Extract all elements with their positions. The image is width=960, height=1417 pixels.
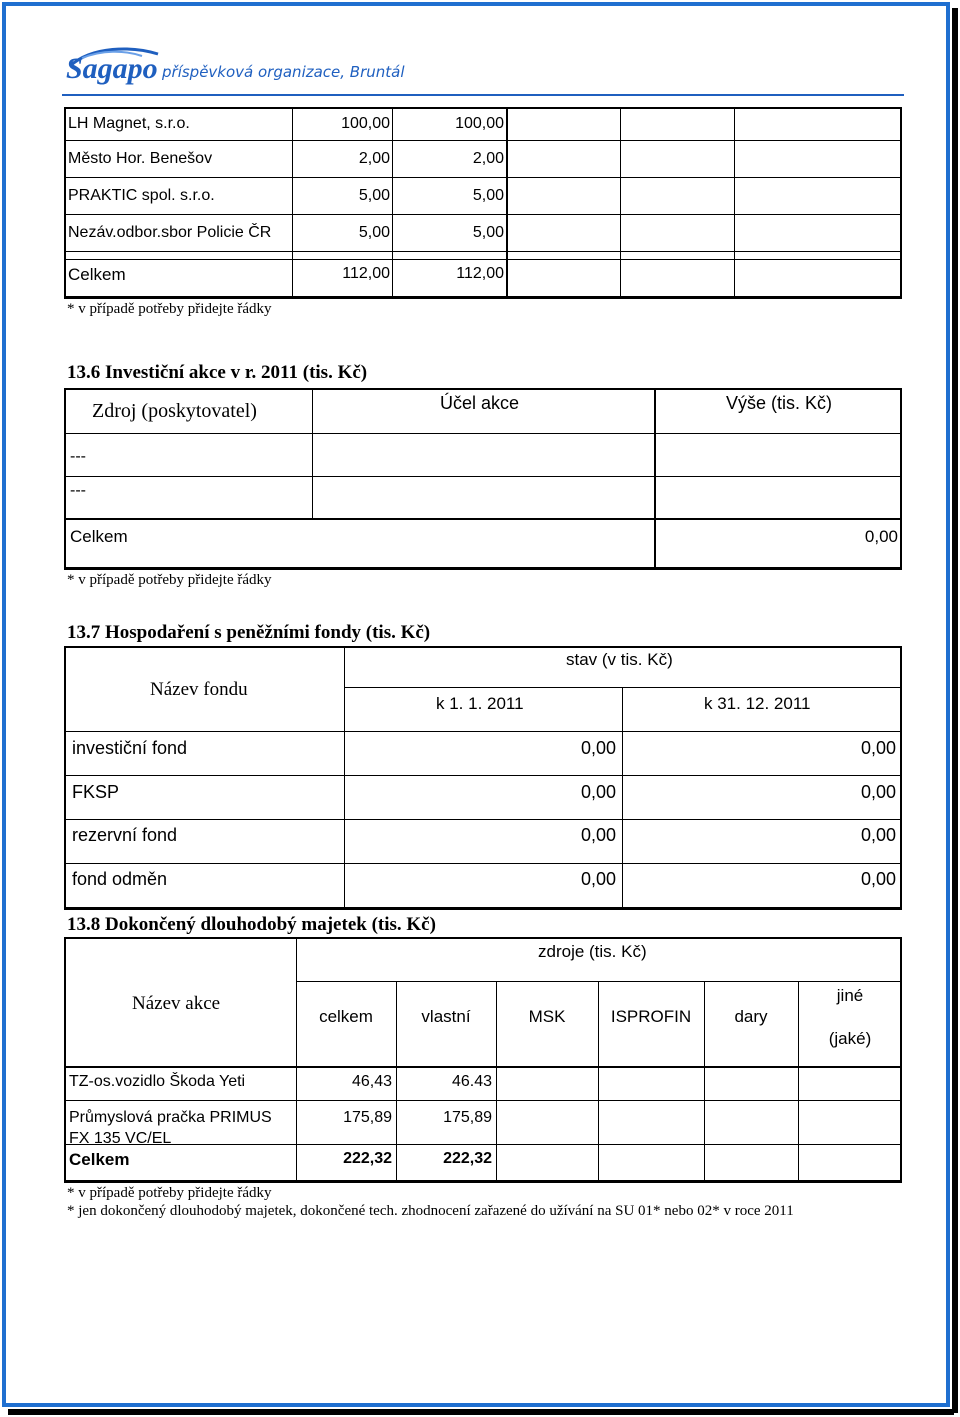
page-shadow-bottom <box>8 1409 954 1415</box>
table-row-source: --- <box>70 448 86 465</box>
table-row-value: 2,00 <box>358 150 390 167</box>
table-row-value: 0,00 <box>860 825 896 845</box>
table-row-total: 175,89 <box>343 1109 392 1126</box>
table-row-value: 0,00 <box>580 738 616 758</box>
table-row-name: investiční fond <box>72 738 188 758</box>
table-row-value: 0,00 <box>860 782 896 802</box>
total-value: 112,00 <box>342 265 390 282</box>
total-value: 222,32 <box>343 1150 392 1167</box>
table-row-name: PRAKTIC spol. s.r.o. <box>68 187 215 204</box>
column-header-action-name: Název akce <box>132 993 221 1014</box>
table-row-value: 100,00 <box>455 115 504 132</box>
table-row-name: rezervní fond <box>72 825 178 845</box>
table-row-value: 5,00 <box>358 224 390 241</box>
table-row-value: 0,00 <box>860 738 896 758</box>
column-header-msk: MSK <box>528 1007 566 1026</box>
column-header-total: celkem <box>319 1007 373 1026</box>
column-header-source: Zdroj (poskytovatel) <box>92 400 257 422</box>
table-row-value: 100,00 <box>341 115 390 132</box>
header-rule <box>62 94 904 96</box>
total-label: Celkem <box>68 265 126 284</box>
table-row-value: 0,00 <box>580 869 616 889</box>
page-shadow-right <box>952 8 958 1413</box>
table-row-name: Průmyslová pračka PRIMUS <box>69 1109 272 1126</box>
table-row-name-clipped <box>69 1130 295 1143</box>
table-row-own: 175,89 <box>443 1109 492 1126</box>
section-title: 13.7 Hospodaření s peněžními fondy (tis. Kč) <box>67 622 431 643</box>
table-row-value: 5,00 <box>358 187 390 204</box>
column-header-start: k 1. 1. 2011 <box>436 694 524 713</box>
column-header-sources: zdroje (tis. Kč) <box>538 942 647 961</box>
total-value: 222,32 <box>443 1150 492 1167</box>
table-row-value: 5,00 <box>472 224 504 241</box>
column-header-other: jiné <box>836 986 864 1005</box>
total-value: 112,00 <box>456 265 504 282</box>
organization-name: příspěvková organizace, Bruntál <box>162 63 405 81</box>
table-row-value: 2,00 <box>472 150 504 167</box>
table-row-value: 0,00 <box>580 782 616 802</box>
total-value: 0,00 <box>864 527 898 546</box>
table-row-name: Nezáv.odbor.sbor Policie ČR <box>68 224 272 241</box>
table-row-name-continued: FX 135 VC/EL <box>69 1130 172 1143</box>
section-title: 13.6 Investiční akce v r. 2011 (tis. Kč) <box>67 362 368 383</box>
note: * v případě potřeby přidejte řádky <box>67 1185 272 1201</box>
note: * v případě potřeby přidejte řádky <box>67 572 272 588</box>
column-header-own: vlastní <box>421 1007 471 1026</box>
note: * v případě potřeby přidejte řádky <box>67 301 272 317</box>
column-header-amount: Výše (tis. Kč) <box>726 393 833 413</box>
column-header-other-which: (jaké) <box>828 1029 872 1048</box>
section-title: 13.8 Dokončený dlouhodobý majetek (tis. Kč) <box>67 914 436 935</box>
note: * jen dokončený dlouhodobý majetek, dokončené tech. zhodnocení zařazené do užívání na SU 01* nebo 02* v roce 2011 <box>67 1203 794 1219</box>
column-header-fund-name: Název fondu <box>150 679 248 700</box>
column-header-isprofin: ISPROFIN <box>610 1007 692 1026</box>
total-label: Celkem <box>70 527 128 546</box>
total-label: Celkem <box>69 1150 130 1169</box>
table-row-name: FKSP <box>72 782 120 802</box>
table-row-name: LH Magnet, s.r.o. <box>68 115 190 132</box>
table-row-own: 46.43 <box>451 1073 492 1090</box>
logo-text: Sagapo <box>66 52 158 85</box>
column-header-state: stav (v tis. Kč) <box>566 650 673 669</box>
table-row-total: 46,43 <box>351 1073 392 1090</box>
column-header-end: k 31. 12. 2011 <box>704 694 811 713</box>
table-row-name: Město Hor. Benešov <box>68 150 213 167</box>
table-row-value: 0,00 <box>860 869 896 889</box>
table-row-value: 0,00 <box>580 825 616 845</box>
column-header-gifts: dary <box>734 1007 768 1026</box>
table-row-source: --- <box>70 482 86 499</box>
table-row-name: TZ-os.vozidlo Škoda Yeti <box>69 1073 246 1090</box>
column-header-purpose: Účel akce <box>440 393 520 413</box>
table-row-value: 5,00 <box>472 187 504 204</box>
table-row-name: fond odměn <box>72 869 168 889</box>
